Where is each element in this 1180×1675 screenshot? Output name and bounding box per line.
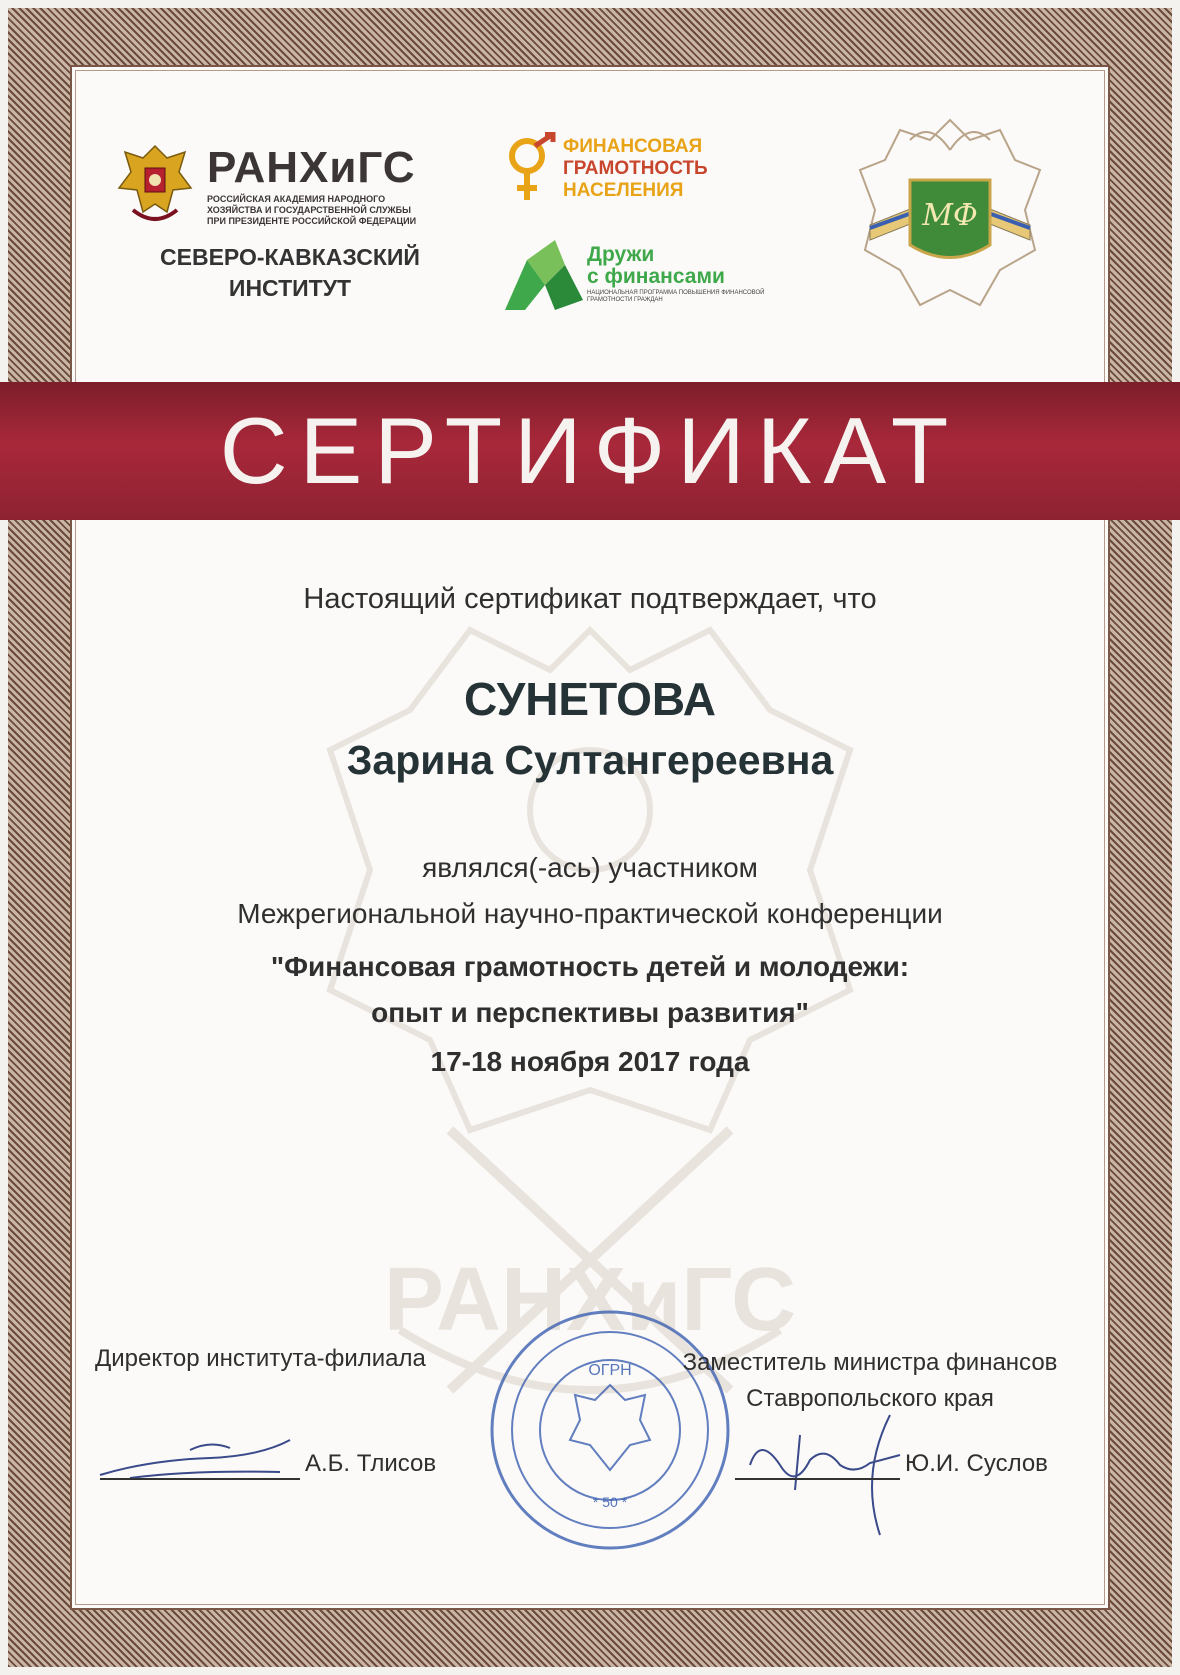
druzhi-geometric-icon	[505, 240, 583, 310]
financial-literacy-line-1: ФИНАНСОВАЯ	[563, 136, 703, 157]
financial-literacy-line-2: ГРАМОТНОСТЬ	[563, 158, 708, 179]
title-banner	[0, 382, 1180, 520]
ranepa-logo	[115, 138, 425, 308]
official-stamp-icon	[485, 1305, 735, 1555]
right-signatory-role-line-1: Заместитель министра финансов	[682, 1349, 1058, 1376]
stamp-number: * 50 *	[592, 1494, 628, 1510]
ranepa-full-name: РОССИЙСКАЯ АКАДЕМИЯ НАРОДНОГО ХОЗЯЙСТВА И ГОСУДАРСТВЕННОЙ СЛУЖБЫ ПРИ ПРЕЗИДЕНТЕ РОССИЙСКОЙ ФЕДЕРАЦИИ	[207, 194, 417, 226]
ministry-finance-emblem-icon	[850, 110, 1050, 320]
conference-title-line-1: "Финансовая грамотность детей и молодежи:	[270, 951, 910, 982]
institute-name	[145, 242, 435, 304]
institute-name-line-1: СЕВЕРО-КАВКАЗСКИЙ	[160, 244, 420, 270]
financial-literacy-logo	[505, 132, 765, 212]
minfin-monogram: МФ	[922, 198, 978, 233]
institute-name-line-2: ИНСТИТУТ	[228, 275, 352, 301]
recipient-surname: СУНЕТОВА	[463, 673, 716, 725]
right-signatory-role-line-2: Ставропольского края	[746, 1385, 994, 1412]
financial-literacy-line-3: НАСЕЛЕНИЯ	[563, 180, 684, 201]
left-signatory-name: А.Б. Тлисов	[305, 1450, 437, 1477]
conference-title-line-2: опыт и перспективы развития"	[371, 997, 809, 1028]
participation-text: являлся(-ась) участником	[422, 852, 758, 883]
ranepa-abbreviation: РАНХиГС	[207, 143, 416, 192]
conference-type: Межрегиональной научно-практической конференции	[237, 898, 943, 929]
financial-literacy-symbol-icon	[505, 132, 560, 207]
right-signatory-name: Ю.И. Суслов	[905, 1450, 1048, 1477]
ranepa-eagle-emblem-icon	[115, 138, 195, 228]
left-signatory-role: Директор института-филиала	[95, 1345, 426, 1372]
druzhi-subtitle: НАЦИОНАЛЬНАЯ ПРОГРАММА ПОВЫШЕНИЯ ФИНАНСОВОЙ ГРАМОТНОСТИ ГРАЖДАН	[587, 290, 765, 303]
druzhi-line-1: Дружи	[587, 243, 655, 266]
stamp-ogrn-label: ОГРН	[588, 1362, 632, 1379]
watermark-text: РАНХиГС	[383, 1250, 797, 1350]
recipient-given-name: Зарина Султангереевна	[346, 737, 834, 783]
financial-literacy-text	[563, 136, 708, 202]
right-signature-line	[735, 1478, 900, 1480]
druzhi-s-finansami-logo	[505, 240, 775, 315]
intro-text: Настоящий сертификат подтверждает, что	[303, 583, 877, 615]
druzhi-line-2: с финансами	[587, 265, 725, 288]
conference-date: 17-18 ноября 2017 года	[430, 1046, 750, 1077]
left-signature-line	[100, 1478, 300, 1480]
druzhi-text	[587, 244, 725, 288]
certificate-title: СЕРТИФИКАТ	[219, 398, 961, 503]
